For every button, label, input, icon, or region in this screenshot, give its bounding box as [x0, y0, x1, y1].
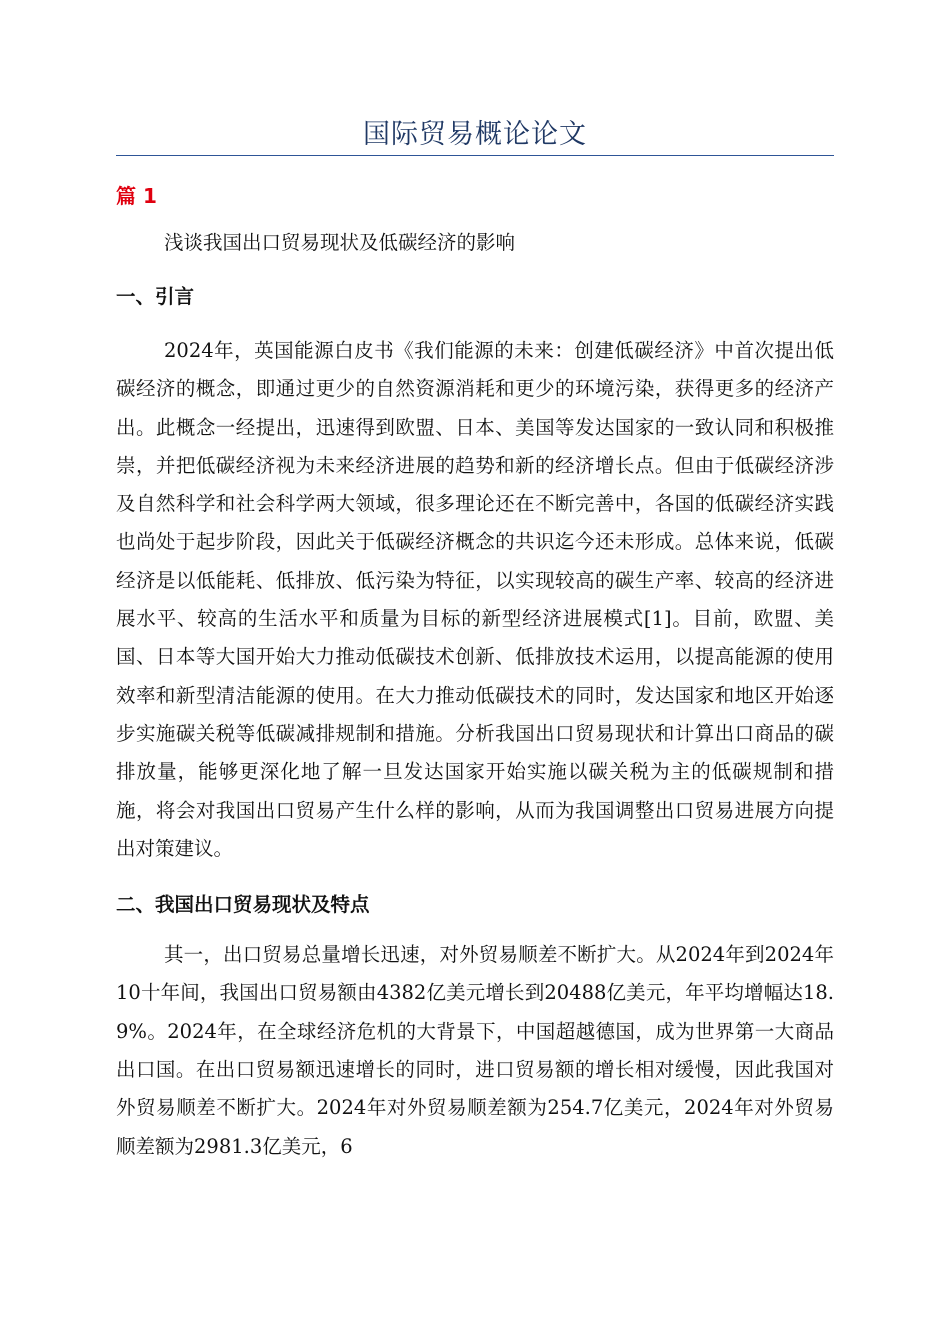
section-heading-introduction: 一、引言 [116, 285, 195, 308]
section-heading-export-status: 二、我国出口贸易现状及特点 [116, 893, 370, 917]
document-title: 国际贸易概论论文 [363, 119, 587, 150]
chapter-label: 篇 1 [116, 184, 157, 208]
section-paragraph-export-status: 其一，出口贸易总量增长迅速，对外贸易顺差不断扩大。从2024年到2024年10十年间，我国出口贸易额由4382亿美元增长到20488亿美元，年平均增幅达18.9%。2024年，在全球经济危机的大背景下，中国超越德国，成为世界第一大商品出口国。在出口贸易额迅速增长的同时，进口贸易额的增长相对缓慢，因此我国对外贸易顺差不断扩大。2024年对外贸易顺差额为254.7亿美元，2024年对外贸易顺差额为2981.3亿美元，6 [116, 943, 834, 1158]
section-paragraph-introduction: 2024年，英国能源白皮书《我们能源的未来：创建低碳经济》中首次提出低碳经济的概念，即通过更少的自然资源消耗和更少的环境污染，获得更多的经济产出。此概念一经提出，迅速得到欧盟、日本、美国等发达国家的一致认同和积极推崇，并把低碳经济视为未来经济进展的趋势和新的经济增长点。但由于低碳经济涉及自然科学和社会科学两大领域，很多理论还在不断完善中，各国的低碳经济实践也尚处于起步阶段，因此关于低碳经济概念的共识迄今还未形成。总体来说，低碳经济是以低能耗、低排放、低污染为特征，以实现较高的碳生产率、较高的经济进展水平、较高的生活水平和质量为目标的新型经济进展模式[1]。目前，欧盟、美国、日本等大国开始大力推动低碳技术创新、低排放技术运用，以提高能源的使用效率和新型清洁能源的使用。在大力推动低碳技术的同时，发达国家和地区开始逐步实施碳关税等低碳减排规制和措施。分析我国出口贸易现状和计算出口商品的碳排放量，能够更深化地了解一旦发达国家开始实施以碳关税为主的低碳规制和措施，将会对我国出口贸易产生什么样的影响，从而为我国调整出口贸易进展方向提出对策建议。 [116, 339, 834, 860]
document-page [116, 0, 834, 1166]
title-divider [116, 155, 834, 156]
article-subtitle: 浅谈我国出口贸易现状及低碳经济的影响 [164, 231, 516, 254]
